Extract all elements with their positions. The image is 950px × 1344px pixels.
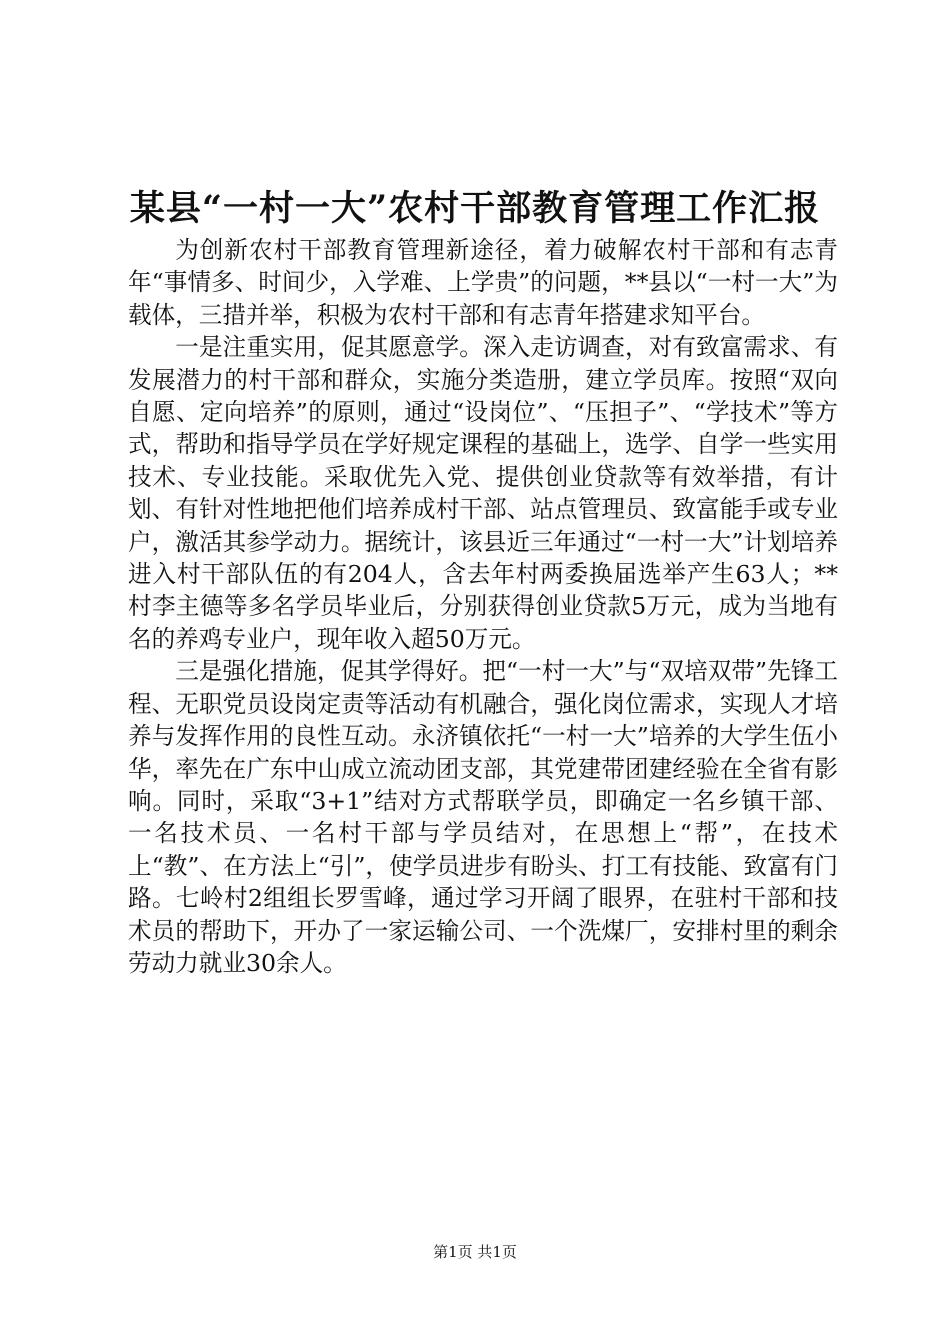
page-number-footer: 第1页 共1页 xyxy=(433,1243,517,1261)
paragraph-intro: 为创新农村干部教育管理新途径，着力破解农村干部和有志青年“事情多、时间少，入学难、上学贵”的问题，**县以“一村一大”为载体，三措并举，积极为农村干部和有志青年搭建求知平台。 xyxy=(128,236,838,329)
paragraph-measure-one: 一是注重实用，促其愿意学。深入走访调查，对有致富需求、有发展潜力的村干部和群众，实施分类造册，建立学员库。按照“双向自愿、定向培养”的原则，通过“设岗位”、“压担子”、“学技术”等方式，帮助和指导学员在学好规定课程的基础上，选学、自学一些实用技术、专业技能。采取优先入党、提供创业贷款等有效举措，有计划、有针对性地把他们培养成村干部、站点管理员、致富能手或专业户，激活其参学动力。据统计，该县近三年通过“一村一大”计划培养进入村干部队伍的有204人，含去年村两委换届选举产生63人；**村李主德等多名学员毕业后，分别获得创业贷款5万元，成为当地有名的养鸡专业户，现年收入超50万元。 xyxy=(128,333,838,653)
paragraph-measure-three: 三是强化措施，促其学得好。把“一村一大”与“双培双带”先锋工程、无职党员设岗定责等活动有机融合，强化岗位需求，实现人才培养与发挥作用的良性互动。永济镇依托“一村一大”培养的大学生伍小华，率先在广东中山成立流动团支部，其党建带团建经验在全省有影响。同时，采取“3+1”结对方式帮联学员，即确定一名乡镇干部、一名技术员、一名村干部与学员结对，在思想上“帮”，在技术上“教”、在方法上“引”，使学员进步有盼头、打工有技能、致富有门路。七岭村2组组长罗雪峰，通过学习开阔了眼界，在驻村干部和技术员的帮助下，开办了一家运输公司、一个洗煤厂，安排村里的剩余劳动力就业30余人。 xyxy=(128,657,838,977)
document-body xyxy=(128,234,838,979)
document-title: 某县“一村一大”农村干部教育管理工作汇报 xyxy=(129,188,821,229)
